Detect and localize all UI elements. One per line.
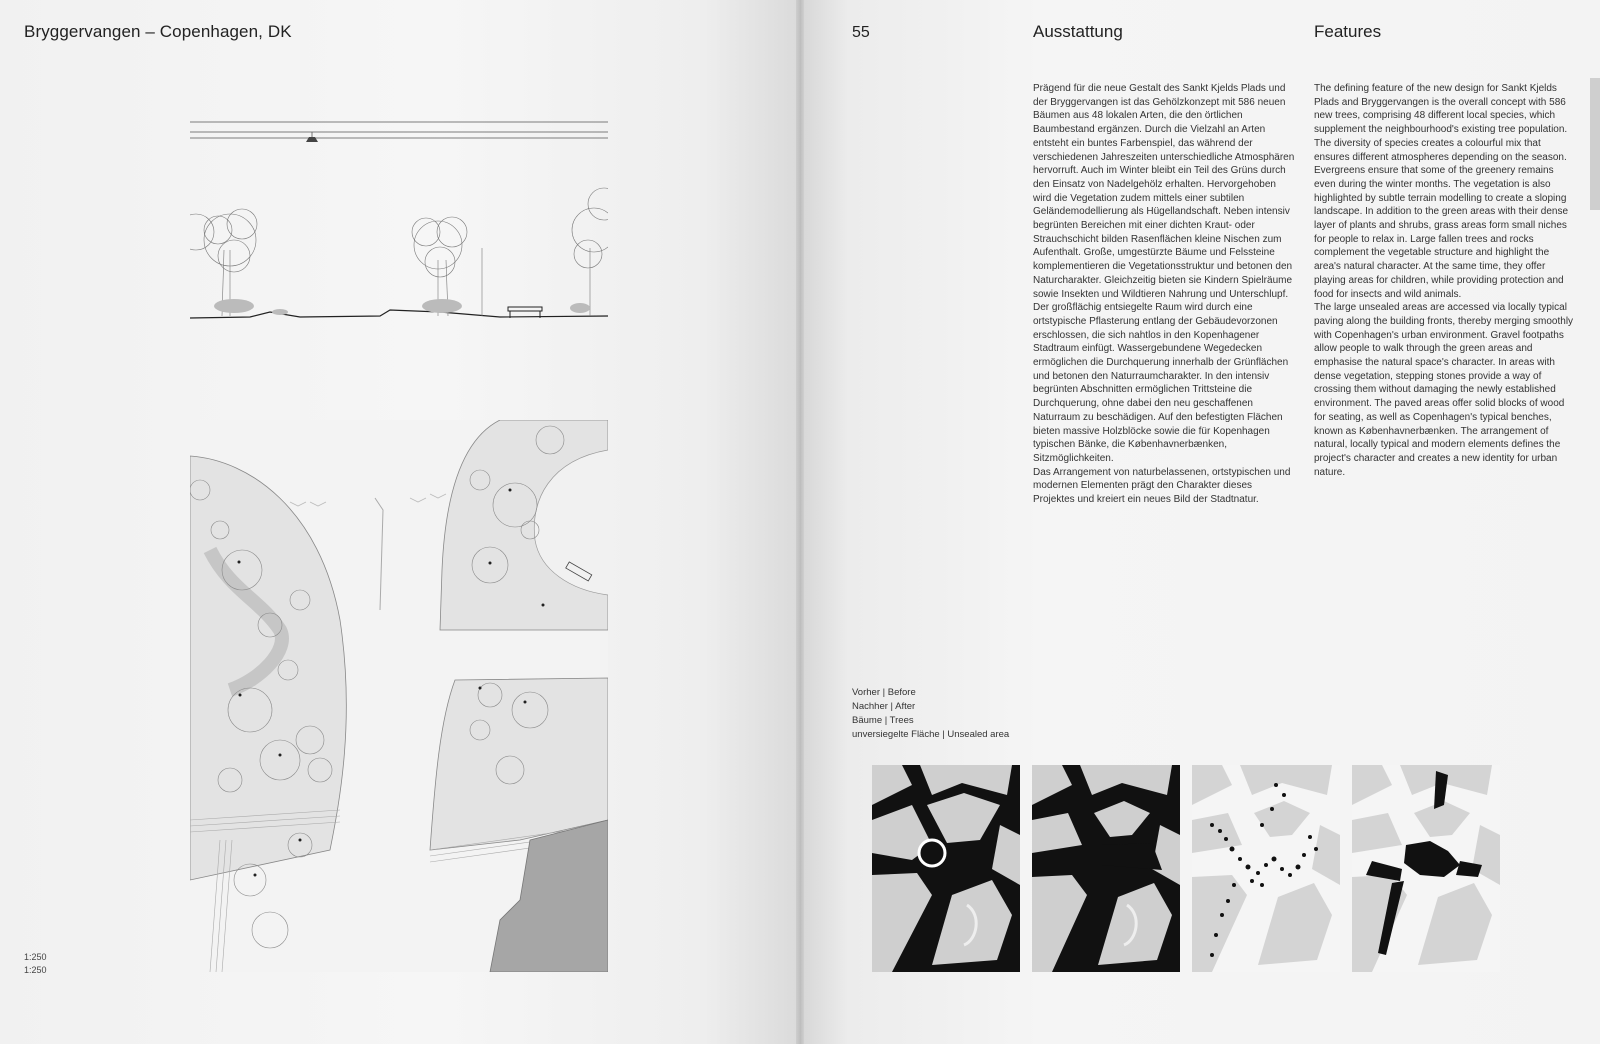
diagram-legend (852, 686, 1009, 742)
page-edge-tab (1590, 78, 1600, 210)
running-title: Bryggervangen – Copenhagen, DK (24, 22, 292, 41)
book-gutter (796, 0, 804, 1044)
paragraph: The defining feature of the new design for Sankt Kjelds Plads and Bryggervangen is the overall concept with 586 new trees, comprising 48 different local species, which supplement the neighbourhood's existing tree population. The diversity of species creates a colourful mix that ensures different atmospheres depending on the season. Evergreens ensure that some of the greenery remains even during the winter months. The vegetation is also highlighted by subtle terrain modelling to create a sloping landscape. In addition to the green areas with their dense layer of plants and shrubs, grass areas form small niches for people to relax in. Large fallen trees and rocks complement the vegetable structure and highlight the area's natural character. At the same time, they offer playing areas for children, while providing protection and food for insects and wild animals. (1314, 83, 1569, 300)
diagram-before (872, 765, 1020, 972)
diagram-after (1032, 765, 1180, 972)
scale-label: 1:250 (24, 952, 47, 962)
legend-item-after: Nachher | After (852, 701, 916, 712)
legend-item-trees: Bäume | Trees (852, 715, 914, 726)
heading-english: Features (1314, 22, 1382, 41)
legend-item-unsealed: unversiegelte Fläche | Unsealed area (852, 729, 1010, 740)
diagram-unsealed-area (1352, 765, 1500, 972)
diagram-trees (1192, 765, 1340, 972)
legend-item-before: Vorher | Before (852, 687, 916, 698)
site-plan-drawing (190, 420, 608, 972)
paragraph: Das Arrangement von naturbelassenen, ortstypischen und modernen Elementen prägt den Charakter dieses Projektes und kreiert ein neues Bild der Stadtnatur. (1033, 466, 1291, 506)
body-text-german (1033, 82, 1295, 507)
scale-labels (24, 951, 47, 977)
heading-german: Ausstattung (1033, 22, 1123, 41)
body-text-english (1314, 82, 1576, 479)
paragraph: Prägend für die neue Gestalt des Sankt Kjelds Plads und der Bryggervangen ist das Gehölzkonzept mit 586 neuen Bäumen aus 48 lokalen Arten, die den örtlichen Baumbestand ergänzen. Durch die Vielzahl an Arten entsteht ein buntes Farbenspiel, das während der verschiedenen Jahreszeiten unterschiedliche Atmosphären hervorruft. Auch im Winter bleibt ein Teil des Grüns durch den Einsatz von Nadelgehölz erhalten. Hervorgehoben wird die Vegetation zudem mittels einer subtilen Geländemodellierung als Hügellandschaft. Neben intensiv begrünten Bereichen mit einer dichten Kraut- oder Strauchschicht bilden Rasenflächen kleine Nischen zum Aufenthalt. Große, umgestürzte Bäume und Felssteine komplementieren die Vegetationsstruktur und betonen den Naturcharakter. Gleichzeitig bieten sie Kindern Spielräume sowie Insekten und Wildtieren Nahrung und Unterschlupf. (1033, 83, 1295, 300)
paragraph: The large unsealed areas are accessed via locally typical paving along the building fronts, thereby merging smoothly with Copenhagen's urban environment. Gravel footpaths allow people to walk through the green areas and emphasise the natural space's character. In areas with dense vegetation, stepping stones provide a way of crossing them without damaging the newly established environment. The paved areas offer solid blocks of wood for seating, as well as Copenhagen's typical benches, known as Københavnerbænken. The arrangement of natural, locally typical and modern elements defines the project's character and creates a new identity for urban nature. (1314, 302, 1574, 478)
scale-label: 1:250 (24, 965, 47, 975)
section-elevation-drawing (190, 120, 608, 326)
paragraph: Der großflächig entsiegelte Raum wird durch eine ortstypische Pflasterung entlang der Gebäudevorzonen erschlossen, die sich nahtlos in den Kopenhagener Stadtraum einfügt. Wassergebundene Wegedecken ermöglichen die Durchquerung innerhalb der Grünflächen und betonen den Naturraumcharakter. In den intensiv begrünten Abschnitten ermöglichen Trittsteine die Durchquerung, ohne dabei den neu geschaffenen Naturraum zu beschädigen. Auf den befestigten Flächen bieten massive Holzblöcke sowie die für Kopenhagen typischen Bänke, die Københavnerbænken, Sitzmöglichkeiten. (1033, 302, 1289, 464)
page-number: 55 (852, 24, 870, 41)
